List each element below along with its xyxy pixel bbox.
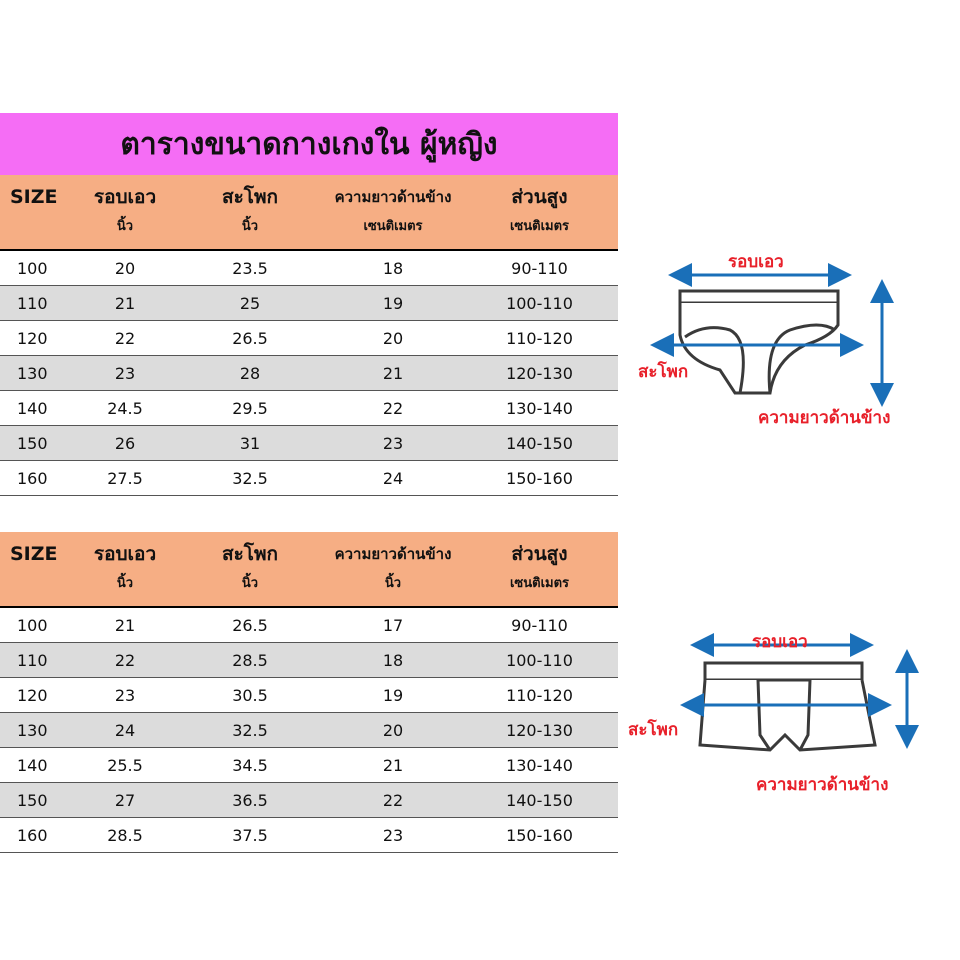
chart-title: ตารางขนาดกางเกงใน ผู้หญิง (120, 126, 498, 162)
waist-label: รอบเอว (752, 632, 808, 652)
table-cell: 25.5 (75, 748, 175, 783)
briefs-size-table (0, 175, 618, 496)
table-cell: 28 (175, 356, 325, 391)
table-cell: 21 (325, 748, 461, 783)
table-cell: 140 (0, 748, 75, 783)
table-cell: 19 (325, 678, 461, 713)
table-cell: 140-150 (461, 426, 618, 461)
table-cell: 22 (75, 643, 175, 678)
header-side-length: ความยาวด้านข้าง เซนติเมตร (325, 175, 461, 250)
table-cell: 140-150 (461, 783, 618, 818)
boxer-size-table (0, 532, 618, 853)
table-cell: 130-140 (461, 748, 618, 783)
table-cell: 31 (175, 426, 325, 461)
table-cell: 130 (0, 713, 75, 748)
header-height: ส่วนสูง เซนติเมตร (461, 532, 618, 607)
table-cell: 100 (0, 250, 75, 286)
table-row (0, 643, 618, 678)
table-cell: 130-140 (461, 391, 618, 426)
briefs-outline-icon (680, 291, 838, 393)
header-hip: สะโพก นิ้ว (175, 532, 325, 607)
table-cell: 160 (0, 461, 75, 496)
table-row (0, 356, 618, 391)
table-cell: 140 (0, 391, 75, 426)
table-cell: 20 (325, 321, 461, 356)
table-cell: 32.5 (175, 713, 325, 748)
table-cell: 21 (75, 286, 175, 321)
table-row (0, 250, 618, 286)
table-cell: 21 (325, 356, 461, 391)
table-cell: 24 (325, 461, 461, 496)
table-cell: 34.5 (175, 748, 325, 783)
table-cell: 120 (0, 321, 75, 356)
table-cell: 130 (0, 356, 75, 391)
table-cell: 150-160 (461, 818, 618, 853)
table-cell: 150-160 (461, 461, 618, 496)
table-cell: 28.5 (75, 818, 175, 853)
table-cell: 100-110 (461, 286, 618, 321)
table-cell: 27 (75, 783, 175, 818)
table-cell: 17 (325, 607, 461, 643)
table-cell: 26.5 (175, 607, 325, 643)
table-cell: 22 (325, 783, 461, 818)
table-cell: 160 (0, 818, 75, 853)
table-cell: 110-120 (461, 321, 618, 356)
table-cell: 23.5 (175, 250, 325, 286)
table-cell: 110-120 (461, 678, 618, 713)
header-waist: รอบเอว นิ้ว (75, 175, 175, 250)
table-cell: 120-130 (461, 713, 618, 748)
table-row (0, 783, 618, 818)
boxer-measure-diagram (620, 625, 940, 805)
table-cell: 23 (325, 818, 461, 853)
table-cell: 100 (0, 607, 75, 643)
table-cell: 120 (0, 678, 75, 713)
table-header-row (0, 532, 618, 607)
table-cell: 24.5 (75, 391, 175, 426)
table-cell: 21 (75, 607, 175, 643)
table-row (0, 818, 618, 853)
table-cell: 150 (0, 783, 75, 818)
table-cell: 37.5 (175, 818, 325, 853)
table-row (0, 748, 618, 783)
header-height: ส่วนสูง เซนติเมตร (461, 175, 618, 250)
table-cell: 18 (325, 643, 461, 678)
table-cell: 29.5 (175, 391, 325, 426)
table-cell: 150 (0, 426, 75, 461)
header-size: SIZE (0, 532, 75, 607)
table-cell: 24 (75, 713, 175, 748)
chart-title-bar (0, 113, 618, 175)
waist-label: รอบเอว (728, 252, 784, 272)
header-side-length: ความยาวด้านข้าง นิ้ว (325, 532, 461, 607)
table-cell: 23 (75, 356, 175, 391)
table-cell: 110 (0, 643, 75, 678)
table-cell: 23 (75, 678, 175, 713)
table-row (0, 426, 618, 461)
table-cell: 23 (325, 426, 461, 461)
table-cell: 27.5 (75, 461, 175, 496)
hip-label: สะโพก (638, 362, 689, 382)
table-cell: 20 (325, 713, 461, 748)
table-cell: 90-110 (461, 607, 618, 643)
table-row (0, 321, 618, 356)
table-row (0, 461, 618, 496)
table-cell: 100-110 (461, 643, 618, 678)
table-cell: 32.5 (175, 461, 325, 496)
table-cell: 28.5 (175, 643, 325, 678)
side-length-label: ความยาวด้านข้าง (756, 775, 889, 795)
header-waist: รอบเอว นิ้ว (75, 532, 175, 607)
table-row (0, 607, 618, 643)
table-row (0, 678, 618, 713)
side-length-label: ความยาวด้านข้าง (758, 408, 891, 428)
table-cell: 110 (0, 286, 75, 321)
table-cell: 22 (75, 321, 175, 356)
table-row (0, 286, 618, 321)
table-row (0, 391, 618, 426)
table-cell: 90-110 (461, 250, 618, 286)
table-cell: 19 (325, 286, 461, 321)
header-size: SIZE (0, 175, 75, 250)
table-cell: 120-130 (461, 356, 618, 391)
briefs-measure-diagram (630, 245, 930, 435)
table-header-row (0, 175, 618, 250)
table-cell: 20 (75, 250, 175, 286)
table-cell: 25 (175, 286, 325, 321)
table-cell: 26 (75, 426, 175, 461)
header-hip: สะโพก นิ้ว (175, 175, 325, 250)
hip-label: สะโพก (628, 720, 679, 740)
table-cell: 22 (325, 391, 461, 426)
table-row (0, 713, 618, 748)
table-cell: 30.5 (175, 678, 325, 713)
table-cell: 36.5 (175, 783, 325, 818)
table-cell: 18 (325, 250, 461, 286)
table-cell: 26.5 (175, 321, 325, 356)
